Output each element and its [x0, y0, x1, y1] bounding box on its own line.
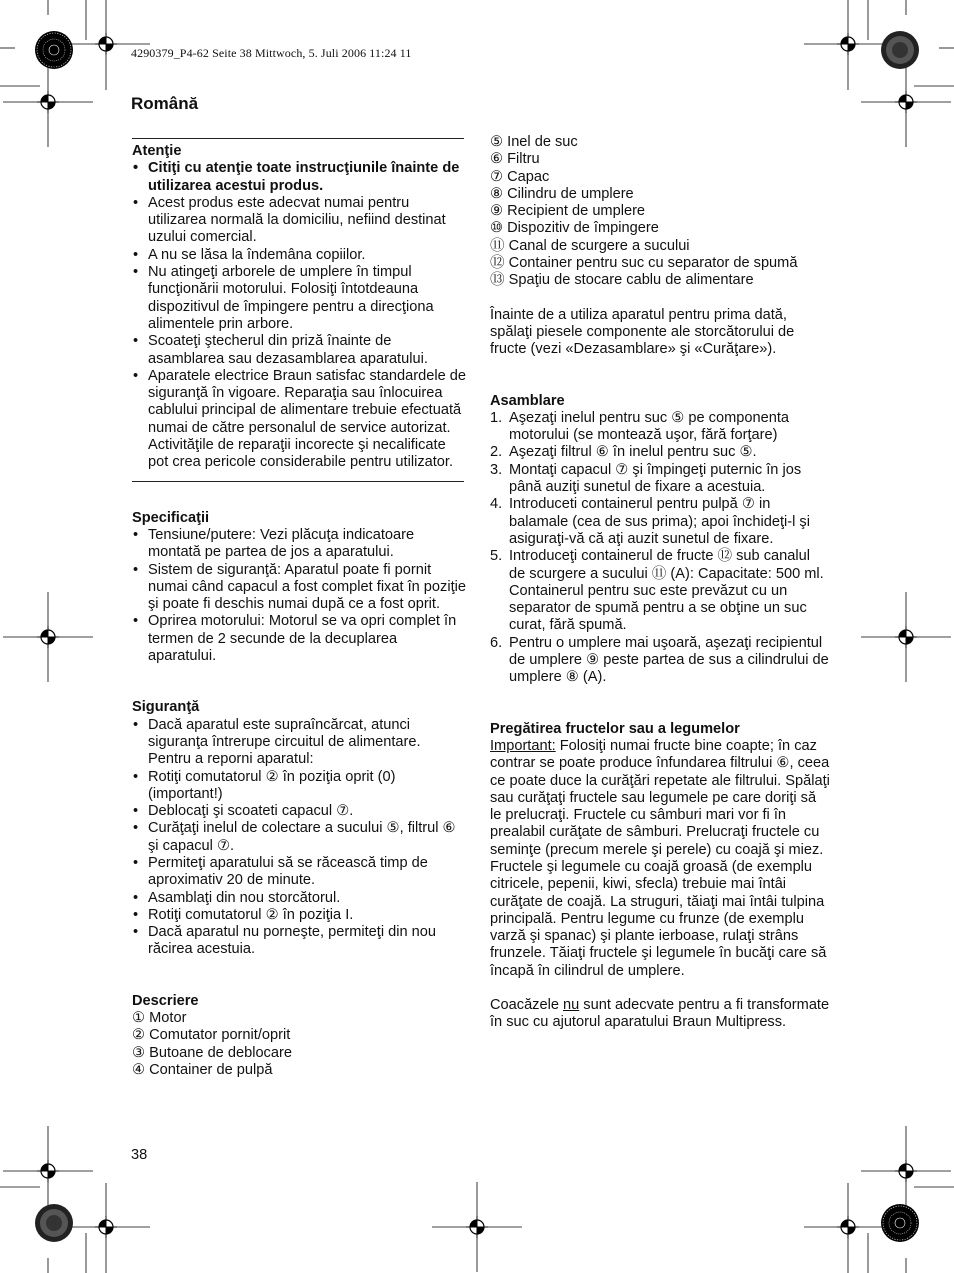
list-item: • Rotiţi comutatorul ② în poziţia oprit (0) (important!) [132, 769, 466, 804]
list-item: • Acest produs este adecvat numai pentru utilizarea normală la domiciliu, nefiind destinat uzului comercial. [132, 195, 466, 247]
step-number: 4. [490, 496, 503, 513]
page-number: 38 [131, 1147, 148, 1163]
step-text: Montaţi capacul ⑦ şi împingeţi puternic în jos până auziţi sunetul de fixare a acestuia. [509, 461, 802, 496]
right-column [490, 134, 830, 1032]
step-item [490, 462, 830, 497]
step-item [490, 496, 830, 548]
list-item: • Dacă aparatul nu porneşte, permiteţi din nou răcirea acestuia. [132, 924, 466, 959]
list-item: • A nu se lăsa la îndemâna copiilor. [132, 247, 466, 264]
note-paragraph [490, 997, 830, 1032]
part-line: ⑧ Cilindru de umplere [490, 185, 634, 202]
list-item: • Nu atingeţi arborele de umplere în timpul funcţionării motorului. Folosiţi întotdeauna dispozitivul de împingere pentru a direcţiona alimentele prin arbore. [132, 264, 466, 333]
specs-title: Specificaţii [132, 509, 210, 526]
list-item: • Tensiune/putere: Vezi plăcuţa indicatoare montată pe partea de jos a aparatului. [132, 527, 466, 562]
specs-list [132, 527, 466, 665]
safety-title: Siguranţă [132, 699, 200, 716]
description-title: Descriere [132, 992, 199, 1009]
description-line: ① Motor [132, 1010, 187, 1027]
part-line: ⑬ Spaţiu de stocare cablu de alimentare [490, 272, 754, 289]
list-item: • Curăţaţi inelul de colectare a sucului ⑤, filtrul ⑥ şi capacul ⑦. [132, 820, 466, 855]
description-line: ② Comutator pornit/oprit [132, 1027, 291, 1044]
step-text: Pentru o umplere mai uşoară, aşezaţi recipientul de umplere ⑨ peste partea de sus a cilindrului de umplere ⑧ (A). [509, 634, 829, 686]
prep-title: Pregătirea fructelor sau a legumelor [490, 720, 740, 737]
top-rule [132, 138, 464, 139]
list-item: • Rotiţi comutatorul ② în poziţia I. [132, 907, 466, 924]
part-line: ⑫ Container pentru suc cu separator de spumă [490, 255, 798, 272]
language-heading: Română [131, 94, 199, 113]
step-text: Aşezaţi filtrul ⑥ în inelul pentru suc ⑤. [509, 444, 757, 461]
attention-list [132, 160, 466, 471]
step-text: Introduceţi containerul de fructe ⑫ sub canalul de scurgere a sucului ⑪ (A): Capacitate: 500 ml. Containerul pentru suc este prevăzut cu un separator de spumă pentru a se obţine un suc curat, fără spumă. [509, 548, 824, 634]
list-item: • Aparatele electrice Braun satisfac standardele de siguranţă în vigoare. Reparaţia sau înlocuirea cablului principal de alimentare trebuie efectuată numai de către personalul de service autorizat. Activităţile de reparaţii incorecte şi necalificate pot crea pericole considerabile pentru utilizator. [132, 368, 466, 472]
part-line: ⑨ Recipient de umplere [490, 203, 646, 220]
part-line: ⑤ Inel de suc [490, 134, 578, 150]
step-item [490, 548, 830, 634]
list-item: • Dacă aparatul este supraîncărcat, atunci siguranţa întrerupe circuitul de alimentare. Pentru a reporni aparatul: [132, 717, 466, 769]
step-number: 2. [490, 444, 503, 461]
list-item: • Permiteţi aparatului să se răcească timp de aproximativ 20 de minute. [132, 855, 466, 890]
step-text: Introduceti containerul pentru pulpă ⑦ in balamale (cea de sus prima); apoi închideţi-l şi asiguraţi-vă că aţi auzit sunetul de fixare. [509, 496, 810, 547]
left-column [132, 143, 466, 1079]
note-emphasis: nu [563, 997, 580, 1014]
description-line: ④ Container de pulpă [132, 1061, 273, 1078]
list-item: • Citiţi cu atenţie toate instrucţiunile înainte de utilizarea acestui produs. [132, 160, 466, 195]
important-label: Important: [490, 737, 556, 754]
step-item [490, 444, 830, 461]
step-number: 5. [490, 548, 503, 565]
step-number: 6. [490, 634, 503, 651]
list-item: • Sistem de siguranţă: Aparatul poate fi pornit numai când capacul a fost complet fixat în poziţie şi poate fi deschis numai după ce a fost oprit. [132, 562, 466, 614]
step-item [490, 410, 830, 445]
part-line: ⑩ Dispozitiv de împingere [490, 220, 659, 237]
description-line: ③ Butoane de deblocare [132, 1044, 292, 1061]
note-text: sunt adecvate pentru a fi transformate în suc cu ajutorul aparatului Braun Multipress. [490, 997, 830, 1031]
attention-title: Atenţie [132, 143, 182, 159]
note-text: Coacăzele [490, 997, 564, 1014]
important-text: Folosiţi numai fructe bine coapte; în caz contrar se poate produce înfundarea filtrului ⑥, ceea ce poate duce la curăţări repetate ale filtrului. Spălaţi sau curăţaţi fructele sau legumele pe care doriţi să le prelucraţi. Fructele cu sâmburi mari vor fi în prealabil curăţate de sâmburi. Prelucraţi fructele cu seminţe (precum merele şi perele) cu coajă şi miez. Fructele şi legumele cu coajă groasă (de exemplu citricele, pepenii, kiwi, sfecla) trebuie mai întâi curăţate de coajă. La struguri, tăiaţi mai întâi tulpina principală. Pentru legume cu frunze (de exemplu varză şi spanac) şi plante ierboase, rulaţi strâns frunzele. Tăiaţi fructele şi legumele în bucăţi care să încapă în cilindrul de umplere. [490, 737, 830, 979]
intro-paragraph: Înainte de a utiliza aparatul pentru prima dată, spălaţi piesele componente ale storcătorului de fructe (vezi «Dezasamblare» şi «Curăţare»). [490, 306, 795, 358]
list-item: • Asamblaţi din nou storcătorul. [132, 890, 466, 907]
list-item: • Scoateţi ştecherul din priză înainte de asamblarea sau dezasamblarea aparatului. [132, 333, 466, 368]
step-number: 3. [490, 461, 503, 478]
safety-list [132, 717, 466, 959]
part-line: ⑥ Filtru [490, 151, 540, 168]
list-item: • Oprirea motorului: Motorul se va opri complet în termen de 2 secunde de la decuplarea aparatului. [132, 613, 466, 665]
print-slug: 4290379_P4-62 Seite 38 Mittwoch, 5. Juli 2006 11:24 11 [131, 46, 412, 60]
list-item: • Deblocaţi şi scoateti capacul ⑦. [132, 803, 466, 820]
step-number: 1. [490, 409, 503, 426]
step-item [490, 635, 830, 687]
assembly-title: Asamblare [490, 392, 565, 409]
step-text: Aşezaţi inelul pentru suc ⑤ pe componenta motorului (se montează uşor, fără forţare) [509, 409, 789, 444]
part-line: ⑪ Canal de scurgere a sucului [490, 237, 690, 254]
prep-paragraph [490, 738, 830, 980]
part-line: ⑦ Capac [490, 168, 550, 185]
assembly-steps [490, 410, 830, 687]
